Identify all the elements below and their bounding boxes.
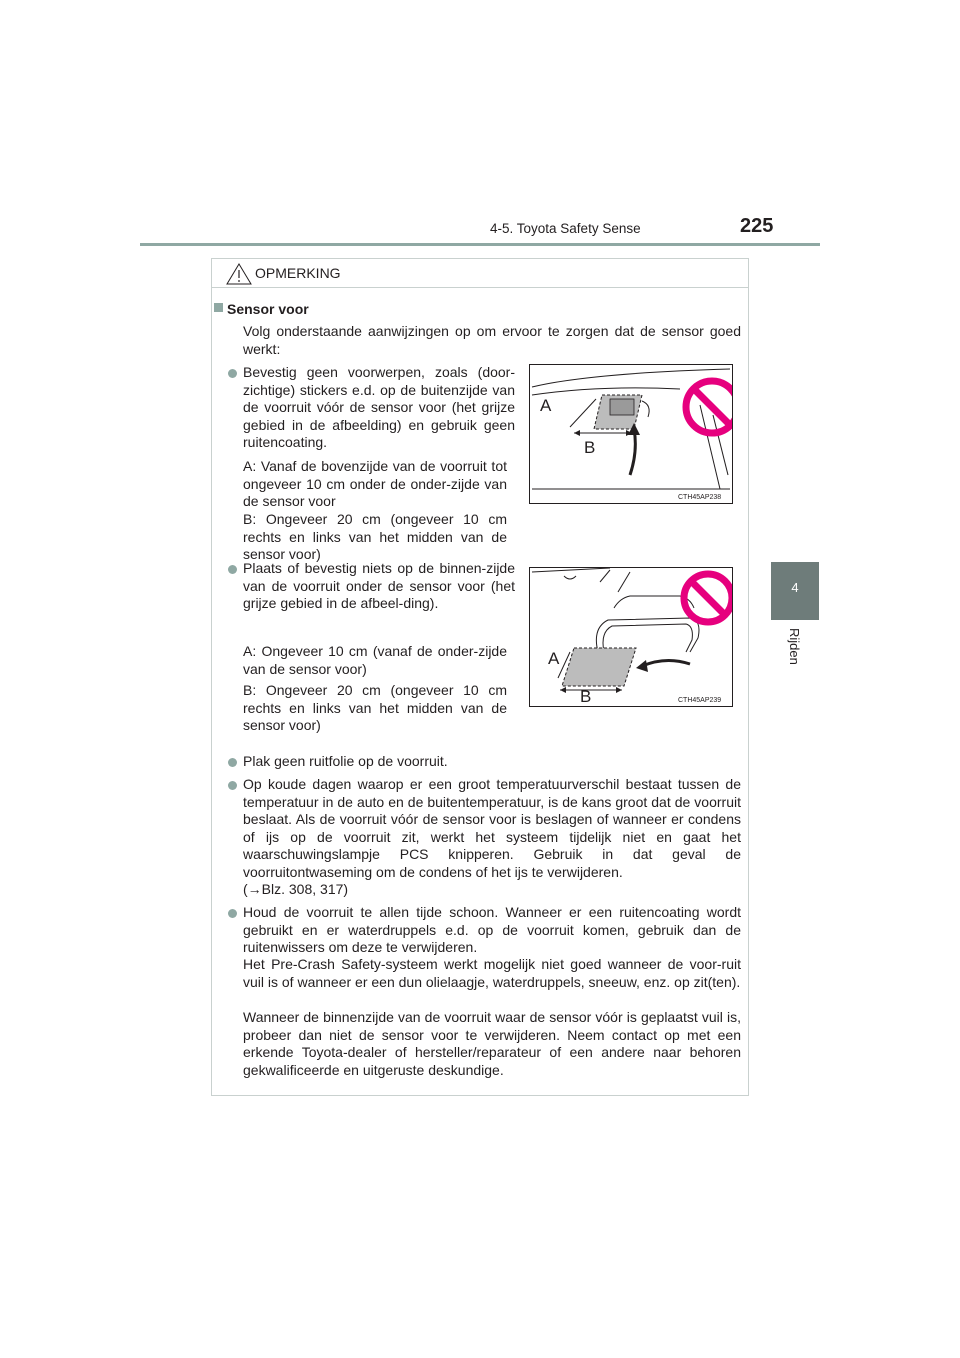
chapter-label: Rijden [787,628,802,665]
figure-sensor-inside [529,567,733,707]
bullet-1-text: Bevestig geen voorwerpen, zoals (door-zichtige) stickers e.d. op de buitenzijde van de voorruit vóór de sensor voor (het grijze gebied in de afbeelding) en gebruik geen ruitencoating. [243,364,515,450]
bullet-4-text: Op koude dagen waarop er een groot temperatuurverschil bestaat tussen de temperatuur in de auto en de buitentemperatuur, is de kans groot dat de voorruit beslaat. Als de voorruit vóór de sensor voor is beslagen of wanneer er condens of ijs op de voorruit zit, werkt het systeem tijdelijk niet en gaat het waarschuwingslampje PCS knipperen. Gebruik in dat geval de voorruitontwaseming om de condens of het ijs te verwijderen. [243,776,741,880]
bullet-1-item-b: B: Ongeveer 20 cm (ongeveer 10 cm rechts en links van het midden van de sensor voor) [243,511,507,562]
bullet-3-text: Plak geen ruitfolie op de voorruit. [243,753,448,769]
chapter-tab [771,562,819,620]
bullet-dot-icon [228,369,237,378]
warning-triangle-icon [226,263,252,285]
section-title: 4-5. Toyota Safety Sense [490,221,641,236]
bullet-2-item-a: A: Ongeveer 10 cm (vanaf de onder-zijde van de sensor voor) [243,643,507,677]
page-number: 225 [740,215,774,237]
intro-text: Volg onderstaande aanwijzingen op om ervoor te zorgen dat de sensor goed werkt: [243,323,741,357]
figure-1-label-b: B [584,438,596,457]
figure-1-label-a: A [540,396,552,415]
bullet-1-item-a: A: Vanaf de bovenzijde van de voorruit tot ongeveer 10 cm onder de onder-zijde van de sensor voor [243,458,507,509]
bullet-5-paragraph-3: Wanneer de binnenzijde van de voorruit waar de sensor vóór is geplaatst vuil is, probeer dan niet de sensor voor te verwijderen. Neem contact op met een erkende Toyota-dealer of hersteller/reparateur of een andere naar behoren gekwalificeerde en uitgeruste deskundige. [243,1009,741,1078]
figure-2-label-a: A [548,649,560,668]
bullet-2-text: Plaats of bevestig niets op de binnen-zijde van de voorruit onder de sensor voor (het grijze gebied in de afbeel-ding). [243,560,515,611]
bullet-4-reference: (→Blz. 308, 317) [243,881,349,897]
figure-1-code: CTH45AP238 [678,494,722,501]
bullet-dot-icon [228,565,237,574]
heading-square-icon [214,303,223,312]
figure-2-label-b: B [580,687,592,706]
bullet-dot-icon [228,758,237,767]
chapter-number: 4 [791,580,799,595]
header-divider [140,243,820,246]
note-title: OPMERKING [255,265,341,281]
bullet-dot-icon [228,781,237,790]
bullet-2-item-b: B: Ongeveer 20 cm (ongeveer 10 cm rechts en links van het midden van de sensor voor) [243,682,507,733]
note-header [212,259,748,288]
section-heading: Sensor voor [227,301,309,317]
bullet-dot-icon [228,909,237,918]
bullet-5-paragraph-2: Het Pre-Crash Safety-systeem werkt mogelijk niet goed wanneer de voor-ruit vuil is of wanneer er een dun olielaagje, waterdruppels, sneeuw, enz. op zit(ten). [243,956,741,990]
figure-2-code: CTH45AP239 [678,697,722,704]
figure-sensor-outside [529,364,733,504]
bullet-5-text: Houd de voorruit te allen tijde schoon. Wanneer er een ruitencoating wordt gebruikt en er waterdruppels e.d. op de voorruit komen, gebruik dan de ruitenwissers om deze te verwijderen. [243,904,741,955]
